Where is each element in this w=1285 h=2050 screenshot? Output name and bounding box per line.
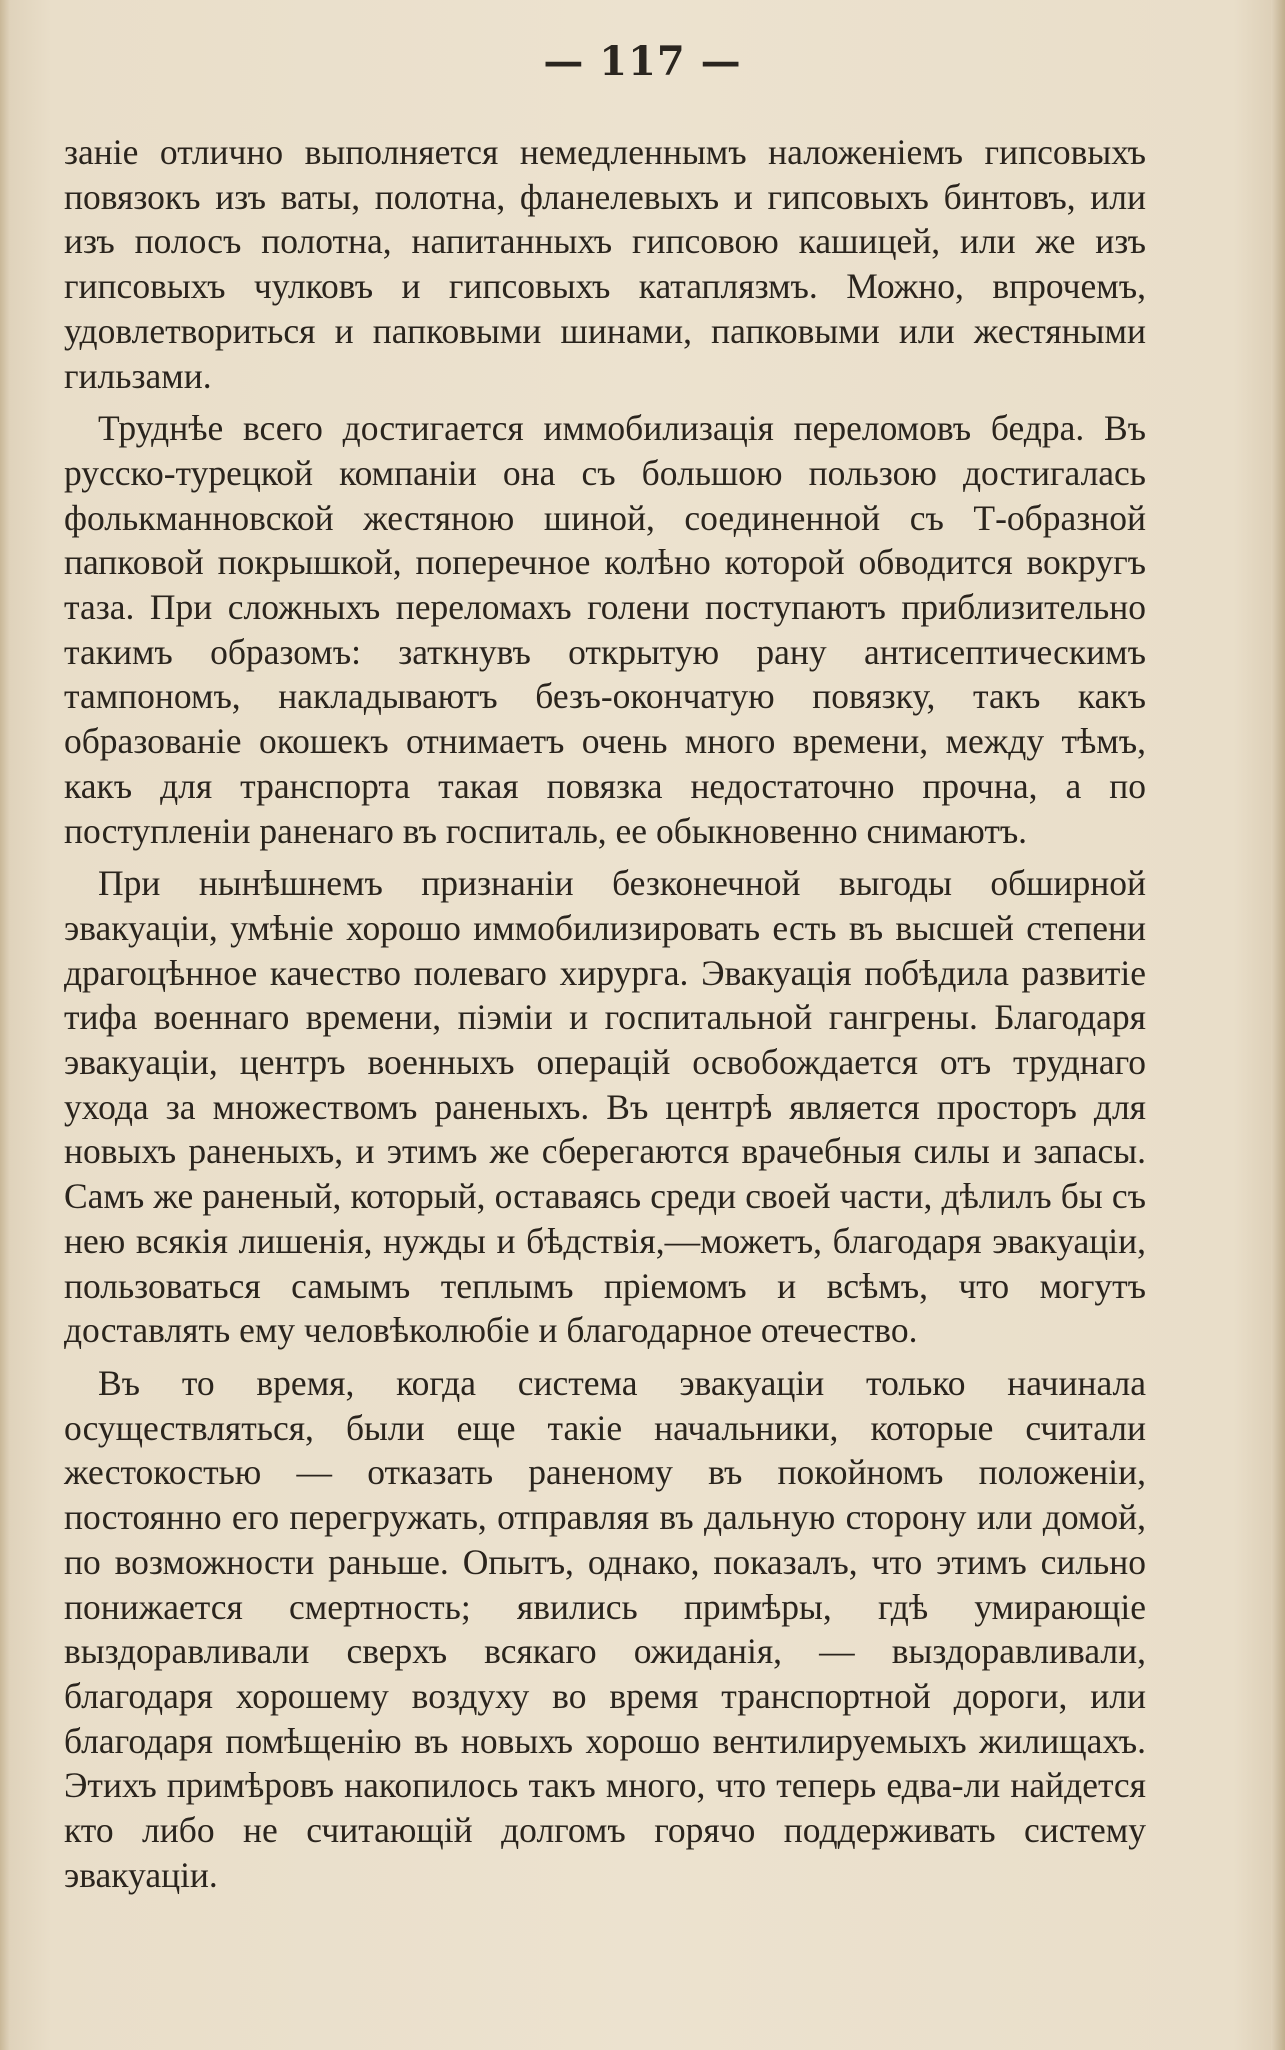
paragraph-1: заніе отлично выполняется немедленнымъ наложеніемъ гипсовыхъ повязокъ изъ ваты, полотна, фланелевыхъ и гипсовыхъ бинтовъ, или изъ полосъ полотна, напитанныхъ гипсовою кашицей, или же изъ гипсовыхъ чулковъ и гипсовыхъ катаплязмъ. Можно, впрочемъ, удовлетвориться и папковыми шинами, папковыми или жестяными гильзами. [64,132,1146,396]
paragraph-3: При нынѣшнемъ признаніи безконечной выгоды обширной эвакуаціи, умѣніе хорошо иммобилизировать есть въ высшей степени драгоцѣнное качество полеваго хирурга. Эвакуація побѣдила развитіе тифа военнаго времени, піэміи и госпитальной гангрены. Благодаря эвакуаціи, центръ военныхъ операцій освобождается отъ труднаго ухода за множествомъ раненыхъ. Въ центрѣ является просторъ для новыхъ раненыхъ, и этимъ же сберегаются врачебныя силы и запасы. Самъ же раненый, который, оставаясь среди своей части, дѣлилъ бы съ нею всякія лишенія, нужды и бѣдствія,—можетъ, благодаря эвакуаціи, пользоваться самымъ теплымъ пріемомъ и всѣмъ, что могутъ доставлять ему человѣколюбіе и благодарное отечество. [64,863,1146,1351]
page-number: — 117 — [543,38,742,85]
page-edge-right [1271,0,1285,2050]
paragraph-2: Труднѣе всего достигается иммобилизація переломовъ бедра. Въ русско-турецкой компаніи она съ большою пользою достигалась фолькманновской жестяною шиной, соединенной съ Т-образной папковой покрышкой, поперечное колѣно которой обводится вокругъ таза. При сложныхъ переломахъ голени поступаютъ приблизительно такимъ образомъ: заткнувъ открытую рану антисептическимъ тампономъ, накладываютъ безъ-окончатую повязку, такъ какъ образованіе окошекъ отнимаетъ очень много времени, между тѣмъ, какъ для транспорта такая повязка недостаточно прочна, а по поступленіи раненаго въ госпиталь, ее обыкновенно снимаютъ. [64,408,1146,851]
body-text [64,130,1146,1897]
page-edge-left [0,0,10,2050]
paragraph-4: Въ то время, когда система эвакуаціи только начинала осуществляться, были еще такіе начальники, которые считали жестокостью — отказать раненому въ покойномъ положеніи, постоянно его перегружать, отправляя въ дальную сторону или домой, по возможности раньше. Опытъ, однако, показалъ, что этимъ сильно понижается смертность; явились примѣры, гдѣ умирающіе выздоравливали сверхъ всякаго ожиданія, — выздоравливали, благодаря хорошему воздуху во время транспортной дороги, или благодаря помѣщенію въ новыхъ хорошо вентилируемыхъ жилищахъ. Этихъ примѣровъ накопилось такъ много, что теперь едва-ли найдется кто либо не считающій долгомъ горячо поддерживать систему эвакуаціи. [64,1362,1146,1895]
